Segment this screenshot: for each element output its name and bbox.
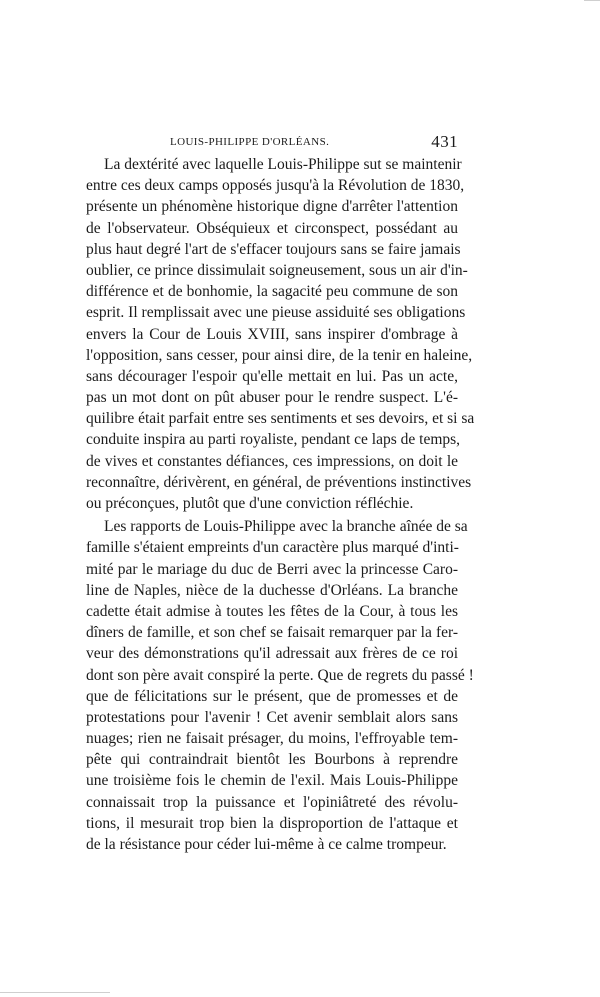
text-line: reconnaître, dérivèrent, en général, de préventions instinctives xyxy=(86,473,472,491)
text-line: ou préconçues, plutôt que d'une conviction réfléchie. xyxy=(86,495,414,512)
text-line: dont son père avait conspiré la perte. Que de regrets du passé ! xyxy=(86,666,474,684)
page-header xyxy=(86,134,458,152)
text-line: Les rapports de Louis-Philippe avec la branche aînée de sa xyxy=(104,518,468,536)
text-line: sans décourager l'espoir qu'elle mettait en lui. Pas un acte, xyxy=(86,367,458,385)
text-line: de vives et constantes défiances, ces impressions, on doit le xyxy=(86,452,458,470)
text-line: une troisième fois le chemin de l'exil. Mais Louis-Philippe xyxy=(86,772,458,790)
text-line: l'opposition, sans cesser, pour ainsi dire, de la tenir en haleine, xyxy=(86,346,473,364)
scan-artifact-bottom xyxy=(0,992,110,993)
text-line: pête qui contraindrait bientôt les Bourbons à reprendre xyxy=(86,751,458,769)
text-line: de l'observateur. Obséquieux et circonspect, possédant au xyxy=(86,219,458,237)
text-line: oublier, ce prince dissimulait soigneusement, sous un air d'in- xyxy=(86,261,468,279)
text-line: tions, il mesurait trop bien la disproportion de l'attaque et xyxy=(86,814,458,832)
text-line: dîners de famille, et son chef se faisait remarquer par la fer- xyxy=(86,624,458,642)
text-line: différence et de bonhomie, la sagacité peu commune de son xyxy=(86,283,458,301)
scan-artifact-top xyxy=(584,0,600,1)
text-line: famille s'étaient empreints d'un caractère plus marqué d'inti- xyxy=(86,539,459,557)
text-line: présente un phénomène historique digne d'arrêter l'attention xyxy=(86,198,458,216)
text-line: conduite inspira au parti royaliste, pendant ce laps de temps, xyxy=(86,431,461,449)
text-line: connaissait trop la puissance et l'opiniâtreté des révolu- xyxy=(86,793,458,811)
text-line: que de félicitations sur le présent, que de promesses et de xyxy=(86,687,458,705)
running-title: LOUIS-PHILIPPE D'ORLÉANS. xyxy=(170,136,330,148)
text-line: La dextérité avec laquelle Louis-Philippe sut se maintenir xyxy=(104,156,462,173)
text-line: quilibre était parfait entre ses sentiments et ses devoirs, et si sa xyxy=(86,410,475,428)
text-line: pas un mot dont on pût abuser pour le rendre suspect. L'é- xyxy=(86,389,458,407)
body-text xyxy=(86,154,475,855)
text-line: mité par le mariage du duc de Berri avec la princesse Caro- xyxy=(86,560,458,578)
text-line: veur des démonstrations qu'il adressait aux frères de ce roi xyxy=(86,645,458,663)
text-line: plus haut degré l'art de s'effacer toujours sans se faire jamais xyxy=(86,240,461,258)
text-line: cadette était admise à toutes les fêtes de la Cour, à tous les xyxy=(86,602,458,620)
text-line: nuages; rien ne faisait présager, du moins, l'effroyable tem- xyxy=(86,730,458,748)
text-line: de la résistance pour céder lui-même à ce calme trompeur. xyxy=(86,836,447,853)
text-line: entre ces deux camps opposés jusqu'à la Révolution de 1830, xyxy=(86,177,465,195)
text-line: esprit. Il remplissait avec une pieuse assiduité ses obligations xyxy=(86,304,466,322)
text-line: line de Naples, nièce de la duchesse d'Orléans. La branche xyxy=(86,581,458,599)
page-number: 431 xyxy=(431,132,458,151)
text-line: protestations pour l'avenir ! Cet avenir semblait alors sans xyxy=(86,708,458,726)
text-line: envers la Cour de Louis XVIII, sans inspirer d'ombrage à xyxy=(86,325,458,343)
